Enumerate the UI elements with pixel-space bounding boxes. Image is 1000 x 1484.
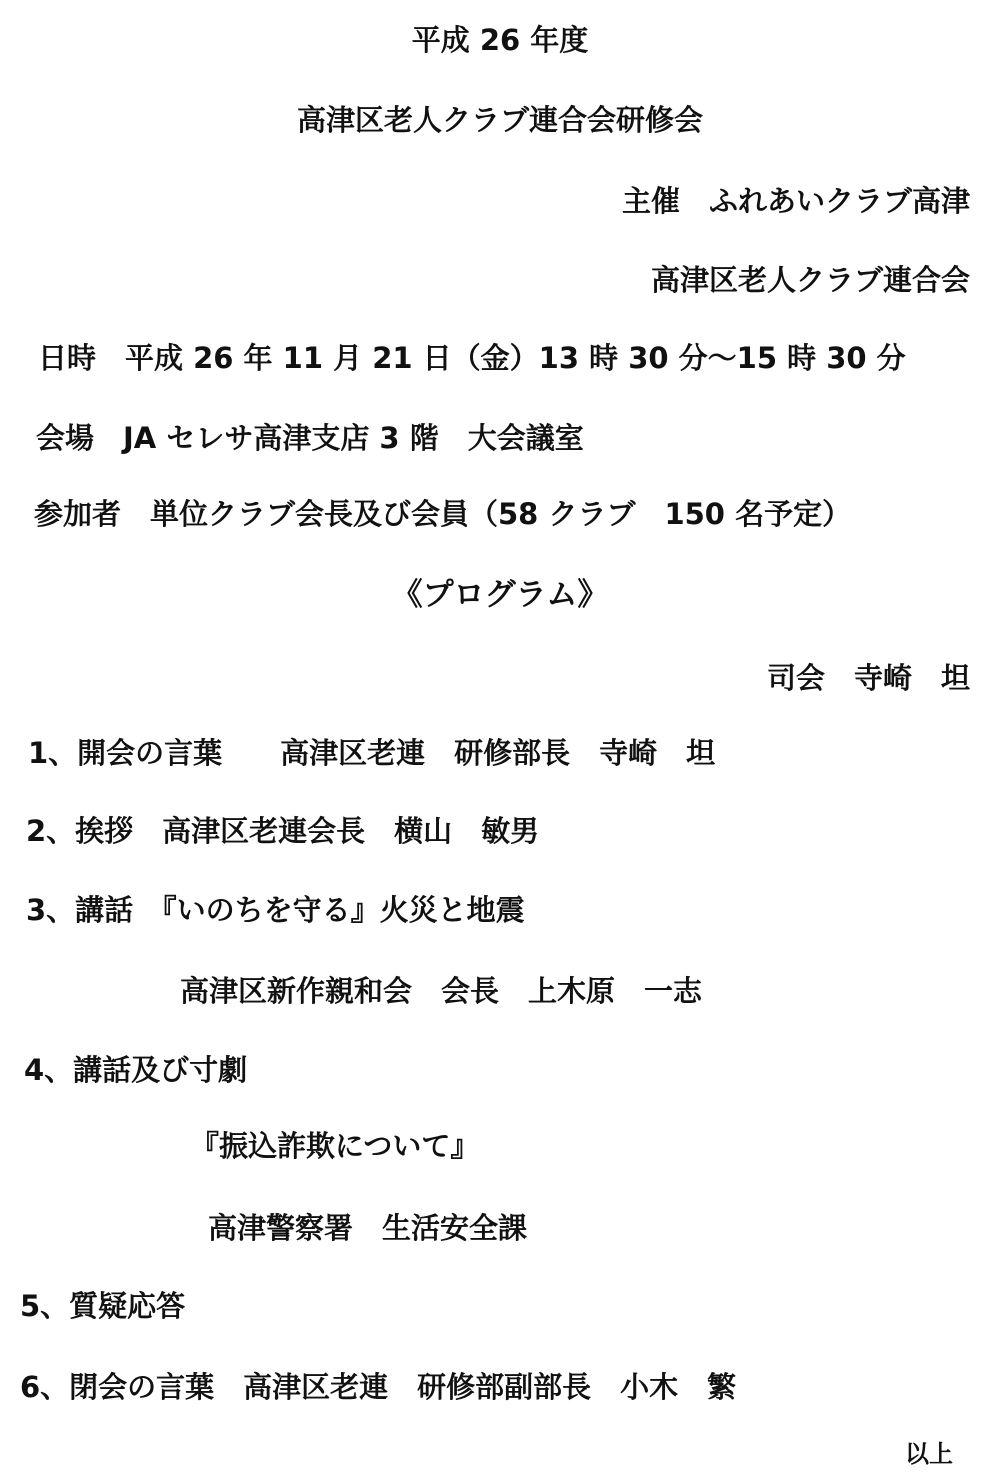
program-item-4: 4、講話及び寸劇	[24, 1053, 248, 1087]
program-item-4-presenter: 高津警察署 生活安全課	[208, 1211, 528, 1245]
program-item-3: 3、講話 『いのちを守る』火災と地震	[26, 893, 525, 927]
mc-line: 司会 寺崎 坦	[766, 661, 970, 695]
program-item-4-topic: 『振込詐欺について』	[190, 1129, 480, 1163]
fiscal-year: 平成 26 年度	[411, 23, 589, 57]
organizer-line-2: 高津区老人クラブ連合会	[650, 263, 970, 297]
event-datetime: 日時 平成 26 年 11 月 21 日（金）13 時 30 分～15 時 30 分	[38, 341, 906, 375]
document-title: 高津区老人クラブ連合会研修会	[296, 103, 703, 137]
program-item-5: 5、質疑応答	[20, 1289, 186, 1323]
program-item-6: 6、閉会の言葉 高津区老連 研修部副部長 小木 繁	[20, 1370, 737, 1404]
program-item-3-speaker: 高津区新作親和会 会長 上木原 一志	[180, 974, 703, 1008]
event-participants: 参加者 単位クラブ会長及び会員（58 クラブ 150 名予定）	[34, 497, 852, 531]
program-item-1: 1、開会の言葉 高津区老連 研修部長 寺崎 坦	[28, 736, 716, 770]
program-heading: 《プログラム》	[391, 577, 609, 613]
program-item-2: 2、挨拶 高津区老連会長 横山 敏男	[26, 814, 540, 848]
organizer-line-1: 主催 ふれあいクラブ高津	[621, 184, 970, 218]
event-venue: 会場 JA セレサ高津支店 3 階 大会議室	[36, 421, 584, 455]
closing-mark: 以上	[905, 1440, 953, 1468]
